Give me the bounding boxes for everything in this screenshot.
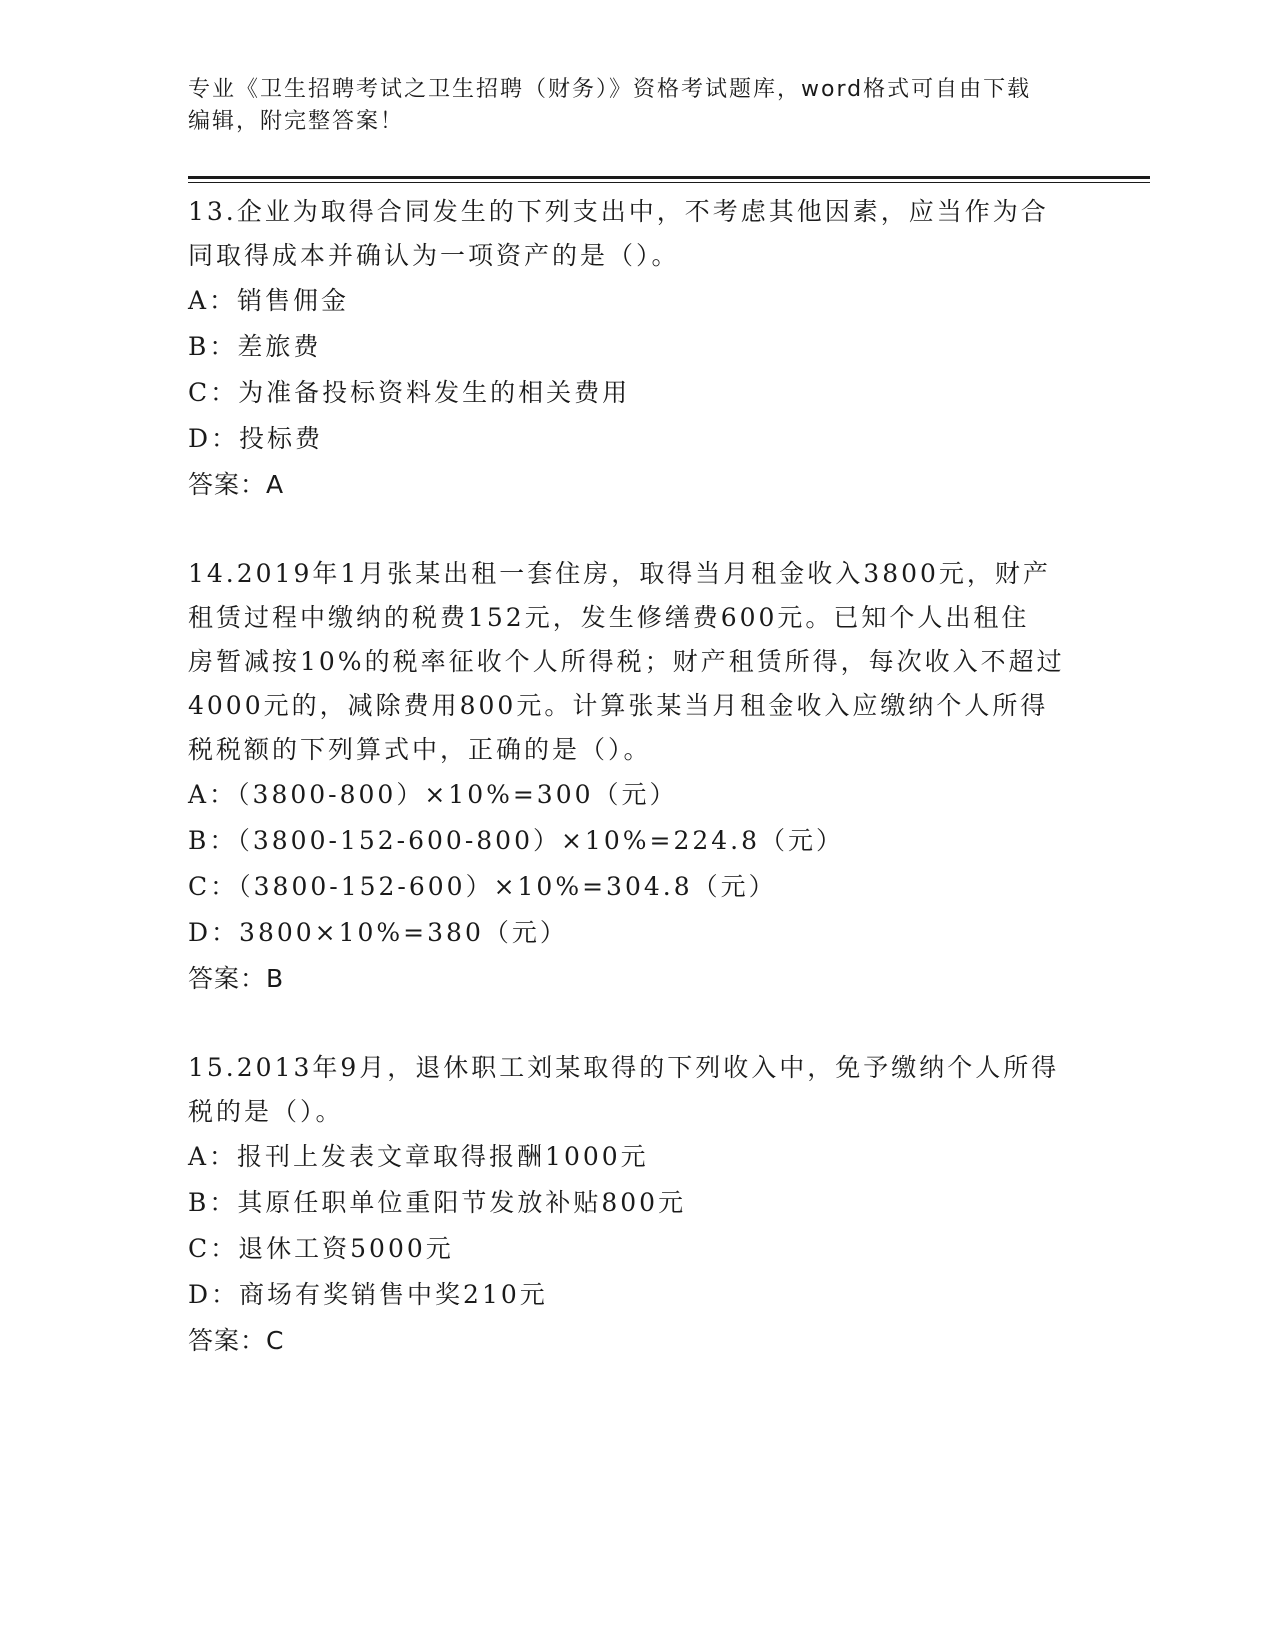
stem-line: 税的是（）。 (188, 1097, 344, 1126)
option-c: C：（3800-152-600）×10%=304.8（元） (188, 872, 777, 901)
header-line-2: 编辑，附完整答案！ (188, 109, 405, 134)
answer: 答案：C (188, 1326, 285, 1355)
stem-line: 14.2019年1月张某出租一套住房，取得当月租金收入3800元，财产 (188, 559, 1051, 588)
option-c: C：为准备投标资料发生的相关费用 (188, 378, 631, 407)
option-c: C：退休工资5000元 (188, 1234, 454, 1263)
option-b: B：差旅费 (188, 332, 322, 361)
question-stem (188, 190, 1088, 278)
stem-line: 租赁过程中缴纳的税费152元，发生修缮费600元。已知个人出租住 (188, 603, 1030, 632)
question-list (188, 190, 1088, 1364)
question-stem (188, 552, 1088, 772)
question-spacer (188, 508, 1088, 552)
option-a: A：（3800-800）×10%=300（元） (188, 780, 678, 809)
question-14 (188, 552, 1088, 1002)
option-b: B：其原任职单位重阳节发放补贴800元 (188, 1188, 687, 1217)
answer: 答案：A (188, 470, 285, 499)
stem-line: 13.企业为取得合同发生的下列支出中，不考虑其他因素，应当作为合 (188, 197, 1049, 226)
stem-line: 15.2013年9月，退休职工刘某取得的下列收入中，免予缴纳个人所得 (188, 1053, 1060, 1082)
option-d: D：投标费 (188, 424, 324, 453)
option-d: D：3800×10%=380（元） (188, 918, 568, 947)
stem-line: 税税额的下列算式中，正确的是（）。 (188, 735, 652, 764)
question-spacer (188, 1002, 1088, 1046)
header-divider-thin (188, 182, 1150, 183)
question-15 (188, 1046, 1088, 1364)
header-line-1: 专业《卫生招聘考试之卫生招聘（财务）》资格考试题库，word格式可自由下载 (188, 77, 1032, 102)
stem-line: 房暂减按10%的税率征收个人所得税；财产租赁所得，每次收入不超过 (188, 647, 1065, 676)
document-header (188, 74, 1068, 138)
answer: 答案：B (188, 964, 285, 993)
question-stem (188, 1046, 1088, 1134)
stem-line: 4000元的，减除费用800元。计算张某当月租金收入应缴纳个人所得 (188, 691, 1049, 720)
option-a: A：销售佣金 (188, 286, 350, 315)
stem-line: 同取得成本并确认为一项资产的是（）。 (188, 241, 680, 270)
option-b: B：（3800-152-600-800）×10%=224.8（元） (188, 826, 845, 855)
option-a: A：报刊上发表文章取得报酬1000元 (188, 1142, 649, 1171)
header-divider-thick (188, 176, 1150, 179)
question-13 (188, 190, 1088, 508)
option-d: D：商场有奖销售中奖210元 (188, 1280, 548, 1309)
